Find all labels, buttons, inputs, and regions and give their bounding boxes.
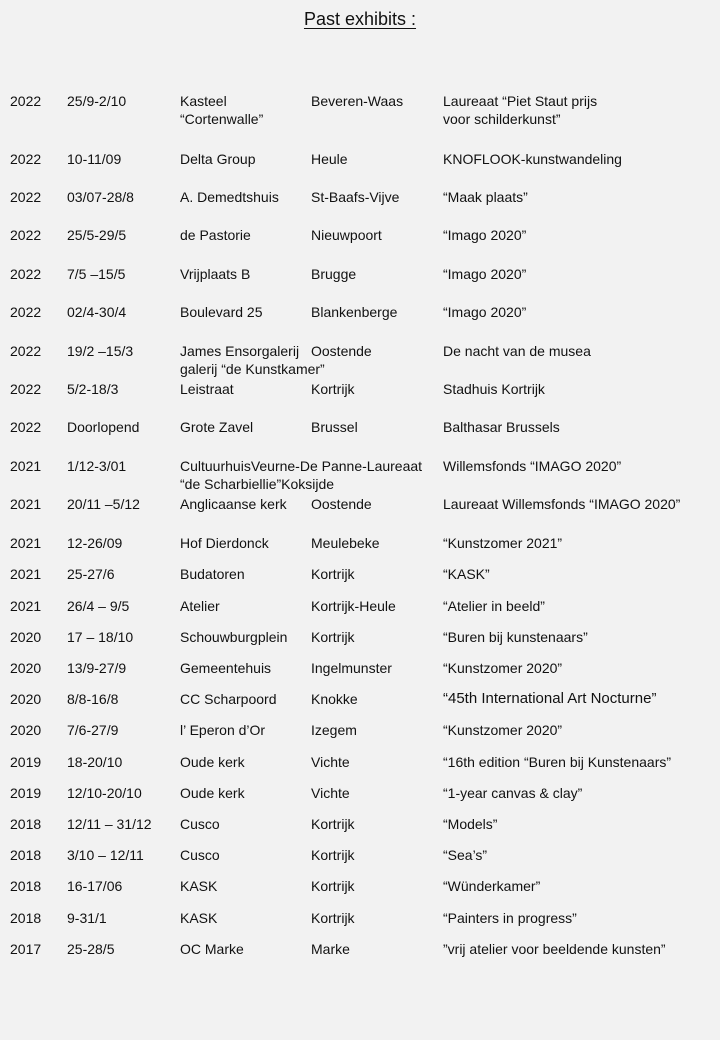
- exhibit-venue: Kasteel “Cortenwalle”: [180, 93, 264, 127]
- exhibit-year: 2018: [10, 816, 42, 832]
- exhibit-city: Vichte: [311, 754, 350, 770]
- exhibit-date: 25/9-2/10: [67, 93, 127, 109]
- exhibit-city: Vichte: [311, 785, 350, 801]
- exhibit-date: 25-27/6: [67, 566, 115, 582]
- exhibit-event: “1-year canvas & clay”: [443, 785, 583, 801]
- exhibit-event: “Kunstzomer 2020”: [443, 660, 563, 676]
- exhibit-year: 2021: [10, 535, 42, 551]
- exhibit-city: Kortrijk: [311, 816, 355, 832]
- exhibit-venue: Vrijplaats B: [180, 266, 251, 282]
- exhibit-date: 3/10 – 12/11: [67, 847, 144, 863]
- exhibit-date: 12-26/09: [67, 535, 123, 551]
- exhibit-date: 20/11 –5/12: [67, 496, 140, 512]
- exhibit-city: Heule: [311, 151, 348, 167]
- exhibit-event: “Maak plaats”: [443, 189, 528, 205]
- exhibit-city: Kortrijk: [311, 381, 355, 397]
- exhibit-year: 2020: [10, 722, 42, 738]
- exhibit-city: Kortrijk: [311, 566, 355, 582]
- exhibit-date: 19/2 –15/3: [67, 343, 134, 359]
- exhibit-city: Marke: [311, 941, 350, 957]
- exhibit-event: Laureaat “Piet Staut prijs voor schilderkunst”: [443, 93, 598, 127]
- exhibit-event: “Kunstzomer 2021”: [443, 535, 563, 551]
- exhibit-date: 9-31/1: [67, 910, 107, 926]
- exhibit-city: Meulebeke: [311, 535, 380, 551]
- exhibit-event: “Imago 2020”: [443, 227, 527, 243]
- exhibit-venue: Cusco: [180, 847, 220, 863]
- exhibit-city: Beveren-Waas: [311, 93, 404, 109]
- exhibit-event: De nacht van de musea: [443, 343, 591, 359]
- exhibit-year: 2019: [10, 754, 42, 770]
- exhibit-city: Kortrijk-Heule: [311, 598, 396, 614]
- exhibit-date: Doorlopend: [67, 419, 140, 435]
- exhibit-date: 02/4-30/4: [67, 304, 127, 320]
- exhibit-year: 2022: [10, 227, 42, 243]
- exhibit-venue: Oude kerk: [180, 754, 245, 770]
- exhibit-venue: Anglicaanse kerk: [180, 496, 287, 512]
- exhibit-venue: Leistraat: [180, 381, 234, 397]
- exhibit-event: Willemsfonds “IMAGO 2020”: [443, 458, 622, 474]
- exhibit-event: KNOFLOOK-kunstwandeling: [443, 151, 622, 167]
- exhibit-year: 2020: [10, 691, 42, 707]
- exhibit-venue: Boulevard 25: [180, 304, 263, 320]
- exhibit-venue: CC Scharpoord: [180, 691, 277, 707]
- exhibit-venue: CultuurhuisVeurne-De Panne-Laureaat “de Scharbiellie”Koksijde: [180, 458, 423, 492]
- exhibit-event: “Imago 2020”: [443, 304, 527, 320]
- page-title: [0, 9, 720, 30]
- exhibit-date: 17 – 18/10: [67, 629, 134, 645]
- exhibit-city: Brugge: [311, 266, 357, 282]
- exhibit-date: 03/07-28/8: [67, 189, 134, 205]
- exhibit-year: 2018: [10, 878, 42, 894]
- exhibit-event: “Kunstzomer 2020”: [443, 722, 563, 738]
- exhibit-venue: Budatoren: [180, 566, 245, 582]
- exhibit-event: “Painters in progress”: [443, 910, 577, 926]
- exhibit-event: Balthasar Brussels: [443, 419, 560, 435]
- exhibit-date: 8/8-16/8: [67, 691, 119, 707]
- exhibit-date: 25-28/5: [67, 941, 115, 957]
- exhibit-city: Brussel: [311, 419, 358, 435]
- exhibit-date: 18-20/10: [67, 754, 123, 770]
- exhibit-event: “Buren bij kunstenaars”: [443, 629, 588, 645]
- exhibit-date: 7/5 –15/5: [67, 266, 126, 282]
- exhibit-year: 2018: [10, 847, 42, 863]
- exhibit-city: Oostende: [311, 496, 372, 512]
- exhibit-year: 2019: [10, 785, 42, 801]
- exhibit-event: “45th International Art Nocturne”: [443, 690, 657, 707]
- exhibit-year: 2022: [10, 93, 42, 109]
- exhibit-venue: Delta Group: [180, 151, 256, 167]
- exhibit-event: “16th edition “Buren bij Kunstenaars”: [443, 754, 672, 770]
- exhibit-event: “Sea’s”: [443, 847, 488, 863]
- exhibit-year: 2022: [10, 381, 42, 397]
- exhibit-date: 7/6-27/9: [67, 722, 119, 738]
- exhibit-city: Izegem: [311, 722, 357, 738]
- exhibit-venue: Gemeentehuis: [180, 660, 272, 676]
- exhibit-year: 2022: [10, 419, 42, 435]
- exhibit-city: Knokke: [311, 691, 358, 707]
- exhibit-city: Kortrijk: [311, 847, 355, 863]
- exhibit-venue: Schouwburgplein: [180, 629, 288, 645]
- exhibit-date: 13/9-27/9: [67, 660, 127, 676]
- page-title-text: Past exhibits :: [303, 9, 417, 29]
- exhibit-venue: KASK: [180, 878, 218, 894]
- exhibit-city: Ingelmunster: [311, 660, 392, 676]
- exhibit-event: Stadhuis Kortrijk: [443, 381, 545, 397]
- exhibit-date: 5/2-18/3: [67, 381, 119, 397]
- exhibit-year: 2017: [10, 941, 42, 957]
- exhibit-venue: Grote Zavel: [180, 419, 254, 435]
- exhibit-year: 2022: [10, 343, 42, 359]
- exhibit-event: “Imago 2020”: [443, 266, 527, 282]
- exhibit-year: 2020: [10, 629, 42, 645]
- exhibit-city: St-Baafs-Vijve: [311, 189, 400, 205]
- exhibit-venue: Oude kerk: [180, 785, 245, 801]
- exhibit-city: Kortrijk: [311, 629, 355, 645]
- exhibit-venue: de Pastorie: [180, 227, 251, 243]
- exhibit-date: 10-11/09: [67, 151, 122, 167]
- exhibit-city: Oostende: [311, 343, 372, 359]
- exhibit-event: “Wünderkamer”: [443, 878, 541, 894]
- exhibit-venue: James Ensorgalerij galerij “de Kunstkamer”: [180, 343, 325, 377]
- exhibit-date: 25/5-29/5: [67, 227, 127, 243]
- exhibit-venue: l’ Eperon d’Or: [180, 722, 266, 738]
- exhibit-city: Kortrijk: [311, 910, 355, 926]
- exhibit-venue: Atelier: [180, 598, 220, 614]
- exhibit-year: 2020: [10, 660, 42, 676]
- exhibit-venue: KASK: [180, 910, 218, 926]
- exhibit-year: 2022: [10, 266, 42, 282]
- exhibit-year: 2022: [10, 189, 42, 205]
- exhibit-year: 2021: [10, 566, 42, 582]
- exhibit-event: “Models”: [443, 816, 498, 832]
- exhibit-year: 2021: [10, 496, 42, 512]
- exhibit-date: 26/4 – 9/5: [67, 598, 130, 614]
- exhibit-date: 1/12-3/01: [67, 458, 127, 474]
- exhibit-year: 2022: [10, 304, 42, 320]
- exhibit-date: 16-17/06: [67, 878, 123, 894]
- exhibit-event: “KASK”: [443, 566, 490, 582]
- exhibit-city: Kortrijk: [311, 878, 355, 894]
- exhibit-venue: A. Demedtshuis: [180, 189, 279, 205]
- exhibit-city: Blankenberge: [311, 304, 398, 320]
- exhibit-city: Nieuwpoort: [311, 227, 382, 243]
- exhibit-year: 2021: [10, 458, 42, 474]
- exhibit-event: Laureaat Willemsfonds “IMAGO 2020”: [443, 496, 681, 512]
- exhibit-date: 12/10-20/10: [67, 785, 142, 801]
- exhibit-year: 2021: [10, 598, 42, 614]
- exhibit-year: 2018: [10, 910, 42, 926]
- exhibit-venue: Cusco: [180, 816, 220, 832]
- exhibit-venue: OC Marke: [180, 941, 244, 957]
- exhibit-venue: Hof Dierdonck: [180, 535, 269, 551]
- exhibit-date: 12/11 – 31/12: [67, 816, 152, 832]
- exhibit-event: “Atelier in beeld”: [443, 598, 545, 614]
- exhibit-event: ”vrij atelier voor beeldende kunsten”: [443, 941, 666, 957]
- exhibit-year: 2022: [10, 151, 42, 167]
